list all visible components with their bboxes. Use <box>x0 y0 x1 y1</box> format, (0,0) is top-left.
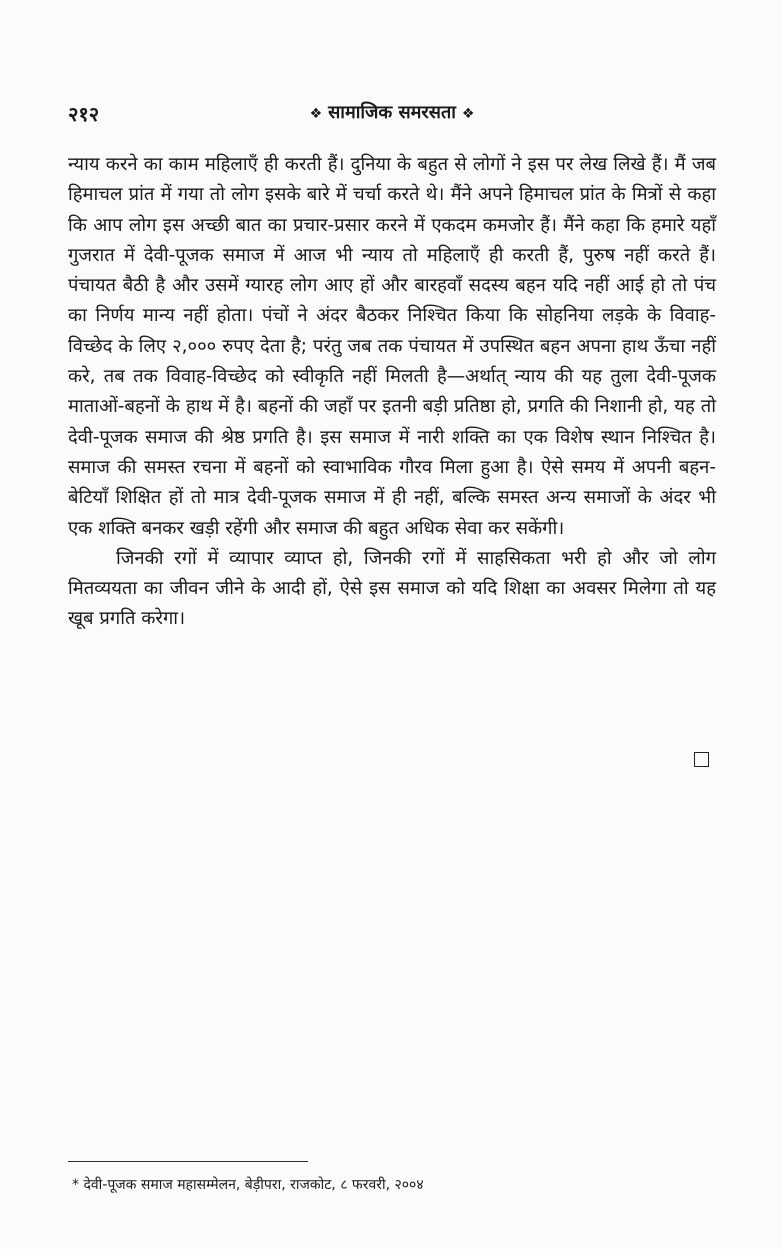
paragraph-1: न्याय करने का काम महिलाएँ ही करती हैं। दुनिया के बहुत से लोगों ने इस पर लेख लिखे हैं। मैं जब हिमाचल प्रांत में गया तो लोग इसके बारे में चर्चा करते थे। मैंने अपने हिमाचल प्रांत के मित्रों से कहा कि आप लोग इस अच्छी बात का प्रचार-प्रसार करने में एकदम कमजोर हैं। मैंने कहा कि हमारे यहाँ गुजरात में देवी-पूजक समाज में आज भी न्याय तो महिलाएँ ही करती हैं, पुरुष नहीं करते हैं। पंचायत बैठी है और उसमें ग्यारह लोग आए हों और बारहवाँ सदस्य बहन यदि नहीं आई हो तो पंच का निर्णय मान्य नहीं होता। पंचों ने अंदर बैठकर निश्चित किया कि सोहनिया लड़के के विवाह-विच्छेद के लिए २,००० रुपए देता है; परंतु जब तक पंचायत में उपस्थित बहन अपना हाथ ऊँचा नहीं करे, तब तक विवाह-विच्छेद को स्वीकृति नहीं मिलती है—अर्थात् न्याय की यह तुला देवी-पूजक माताओं-बहनों के हाथ में है। बहनों की जहाँ पर इतनी बड़ी प्रतिष्ठा हो, प्रगति की निशानी हो, यह तो देवी-पूजक समाज की श्रेष्ठ प्रगति है। इस समाज में नारी शक्ति का एक विशेष स्थान निश्चित है। समाज की समस्त रचना में बहनों को स्वाभाविक गौरव मिला हुआ है। ऐसे समय में अपनी बहन-बेटियाँ शिक्षित हों तो मात्र देवी-पूजक समाज में ही नहीं, बल्कि समस्त अन्य समाजों के अंदर भी एक शक्ति बनकर खड़ी रहेंगी और समाज की बहुत अधिक सेवा कर सकेंगी। <box>68 154 716 539</box>
end-of-section-square-icon <box>694 752 709 767</box>
ornament-left-icon: ❖ <box>309 106 323 122</box>
paragraph-2: जिनकी रगों में व्यापार व्याप्त हो, जिनकी रगों में साहसिकता भरी हो और जो लोग मितव्ययता का जीवन जीने के आदी हों, ऐसे इस समाज को यदि शिक्षा का अवसर मिलेगा तो यह खूब प्रगति करेगा। <box>68 547 716 630</box>
running-title-text: सामाजिक समरसता <box>328 102 456 123</box>
footnote: * देवी-पूजक समाज महासम्मेलन, बेड़ीपरा, राजकोट, ८ फरवरी, २००४ <box>72 1177 424 1193</box>
ornament-right-icon: ❖ <box>461 106 475 122</box>
running-title <box>68 100 716 124</box>
footnote-divider <box>68 1161 308 1162</box>
page-number: २१२ <box>68 102 100 126</box>
page-header <box>68 100 716 134</box>
body-text <box>68 150 716 635</box>
